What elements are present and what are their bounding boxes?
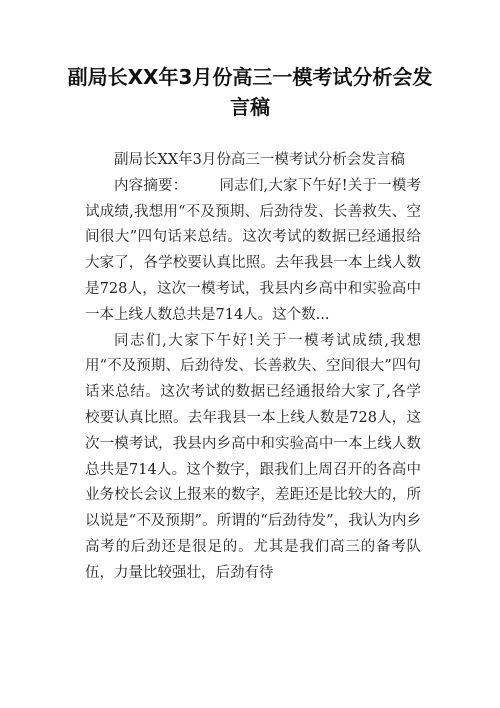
summary-label: 内容摘要： <box>114 177 188 194</box>
document-body <box>85 148 421 587</box>
subtitle-paragraph: 副局长XX年3月份高三一模考试分析会发言稿 <box>114 152 405 168</box>
document-title: 副局长XX年3月份高三一模考试分析会发言稿 <box>67 65 433 119</box>
summary-paragraph <box>85 174 421 329</box>
summary-text: 同志们,大家下午好!关于一模考试成绩,我想用“不及预期、后劲待发、长善救失、空间很大”四句话来总结。这次考试的数据已经通报给大家了，各学校要认真比照。去年我县一本上线人数是728人，这次一模考试，我县内乡高中和实验高中一本上线人数总共是714人。这个数... <box>85 177 422 323</box>
body-paragraph: 同志们,大家下午好!关于一模考试成绩,我想用“不及预期、后劲待发、长善救失、空间很大”四句话来总结。这次考试的数据已经通报给大家了,各学校要认真比照。去年我县一本上线人数是728人，这次一模考试，我县内乡高中和实验高中一本上线人数总共是714人。这个数字，跟我们上周召开的各高中业务校长会议上报来的数字，差距还是比较大的，所以说是“不及预期”。所谓的“后劲待发”，我认为内乡高考的后劲还是很足的。尤其是我们高三的备考队伍，力量比较强壮，后劲有待 <box>85 332 421 581</box>
